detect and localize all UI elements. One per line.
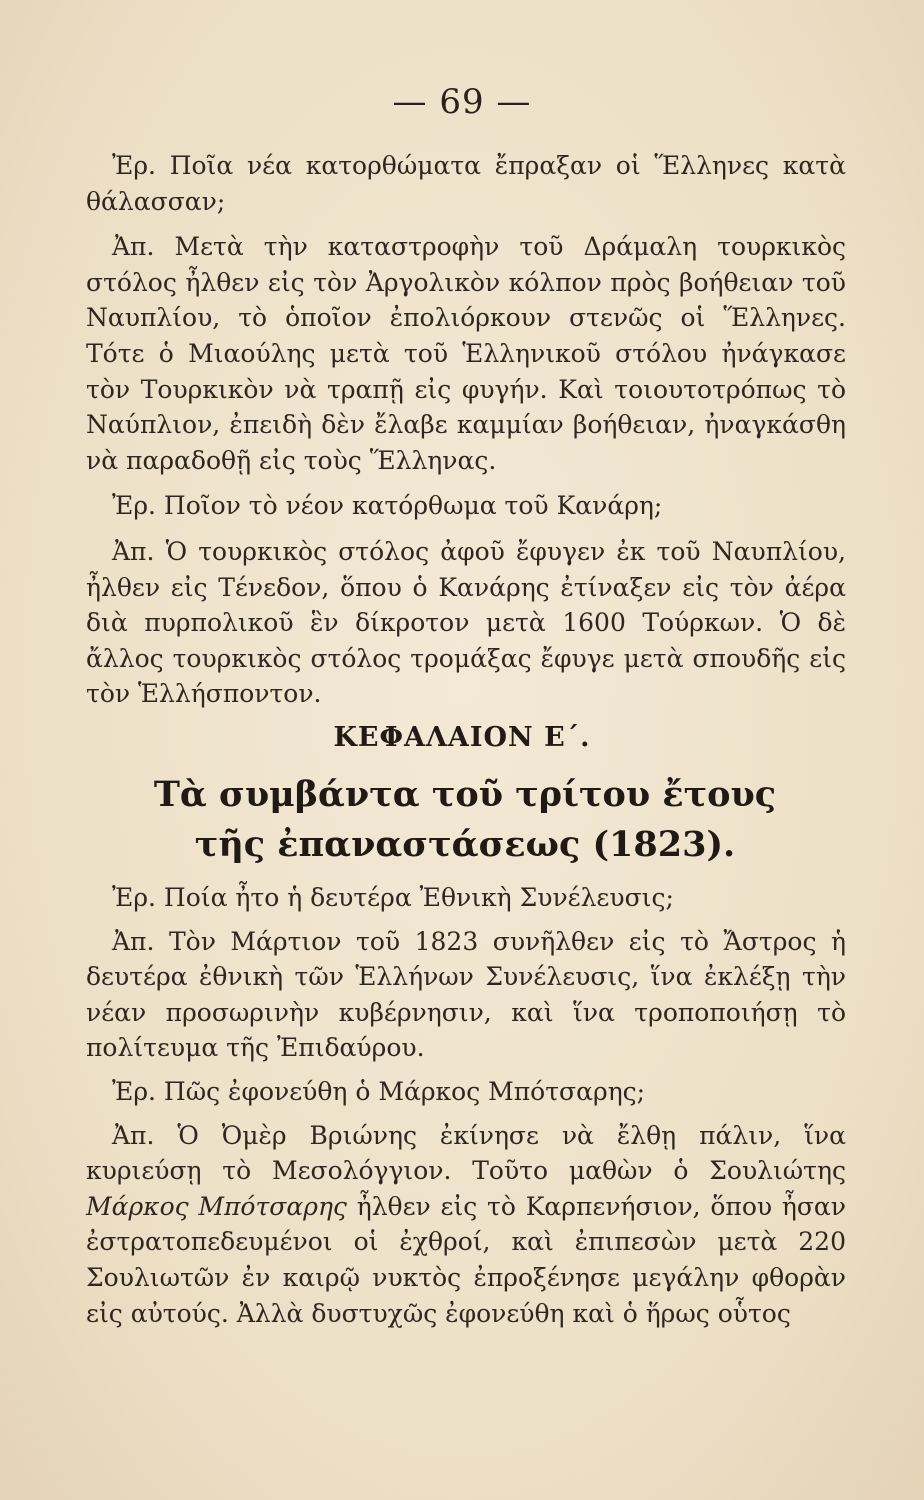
answer-paragraph: Ἀπ. Τὸν Μάρτιον τοῦ 1823 συνῆλθεν εἰς τὸ Ἄστρος ἡ δευτέρα ἐθνικὴ τῶν Ἑλλήνων Συνέλευσις, ἵνα ἐκλέξῃ τὴν νέαν προσωρινὴν κυβέρνησιν, καὶ ἵνα τροποποιήσῃ τὸ πολίτευμα τῆς Ἐπιδαύρου. <box>86 926 846 1063</box>
answer-paragraph <box>86 1118 846 1332</box>
question-paragraph: Ἐρ. Ποῖον τὸ νέον κατόρθωμα τοῦ Κανάρη; <box>112 491 663 521</box>
italic-name: Μάρκος Μπότσαρης <box>86 1191 347 1221</box>
answer-paragraph: Ἀπ. Μετὰ τὴν καταστροφὴν τοῦ Δράμαλη τουρκικὸς στόλος ἦλθεν εἰς τὸν Ἀργολικὸν κόλπον πρὸς βοήθειαν τοῦ Ναυπλίου, τὸ ὁποῖον ἐπολιόρκουν στενῶς οἱ Ἕλληνες. Τότε ὁ Μιαούλης μετὰ τοῦ Ἑλληνικοῦ στόλου ἠνάγκασε τὸν Τουρκικὸν νὰ τραπῇ εἰς φυγήν. Καὶ τοιουτοτρόπως τὸ Ναύπλιον, ἐπειδὴ δὲν ἔλαβε καμμίαν βοήθειαν, ἠναγκάσθη νὰ παραδοθῇ εἰς τοὺς Ἕλληνας. <box>86 232 846 475</box>
qa-section-1823 <box>86 880 846 1331</box>
answer-text-start: Ἀπ. Ὁ Ὀμὲρ Βριώνης ἐκίνησε νὰ ἔλθῃ πάλιν, ἵνα κυριεύσῃ τὸ Μεσολόγγιον. Τοῦτο μαθὼν ὁ Σουλιώτης <box>86 1120 846 1186</box>
question-paragraph: Ἐρ. Πῶς ἐφονεύθη ὁ Μάρκος Μπότσαρης; <box>112 1076 646 1106</box>
qa-section-naval <box>86 148 846 712</box>
answer-text-end: ἦλθεν εἰς τὸ Καρπενήσιον, ὅπου ἦσαν ἐστρατοπεδευμένοι οἱ ἐχθροί, καὶ ἐπιπεσὼν μετὰ 220 Σουλιωτῶν ἐν καιρῷ νυκτὸς ἐπροξένησε μεγάλην φθορὰν εἰς αὐτούς. Ἀλλὰ δυστυχῶς ἐφονεύθη καὶ ὁ ἥρως οὗτος <box>86 1191 846 1328</box>
chapter-title: Τὰ συμβάντα τοῦ τρίτου ἔτους τῆς ἐπαναστάσεως (1823). <box>153 774 777 865</box>
chapter-label: ΚΕΦΑΛΑΙΟΝ Ε΄. <box>333 722 591 753</box>
answer-paragraph: Ἀπ. Ὁ τουρκικὸς στόλος ἀφοῦ ἔφυγεν ἐκ τοῦ Ναυπλίου, ἦλθεν εἰς Τένεδον, ὅπου ὁ Κανάρης ἐτίναξεν εἰς τὸν ἀέρα διὰ πυρπολικοῦ ἓν δίκροτον μετὰ 1600 Τούρκων. Ὁ δὲ ἄλλος τουρκικὸς στόλος τρομάξας ἔφυγε μετὰ σπουδῆς εἰς τὸν Ἑλλήσποντον. <box>86 536 846 709</box>
page-number: — 69 — <box>392 82 532 122</box>
question-paragraph: Ἐρ. Ποῖα νέα κατορθώματα ἔπραξαν οἱ Ἕλληνες κατὰ θάλασσαν; <box>86 151 846 216</box>
question-paragraph: Ἐρ. Ποία ἦτο ἡ δευτέρα Ἐθνικὴ Συνέλευσις; <box>112 883 674 912</box>
